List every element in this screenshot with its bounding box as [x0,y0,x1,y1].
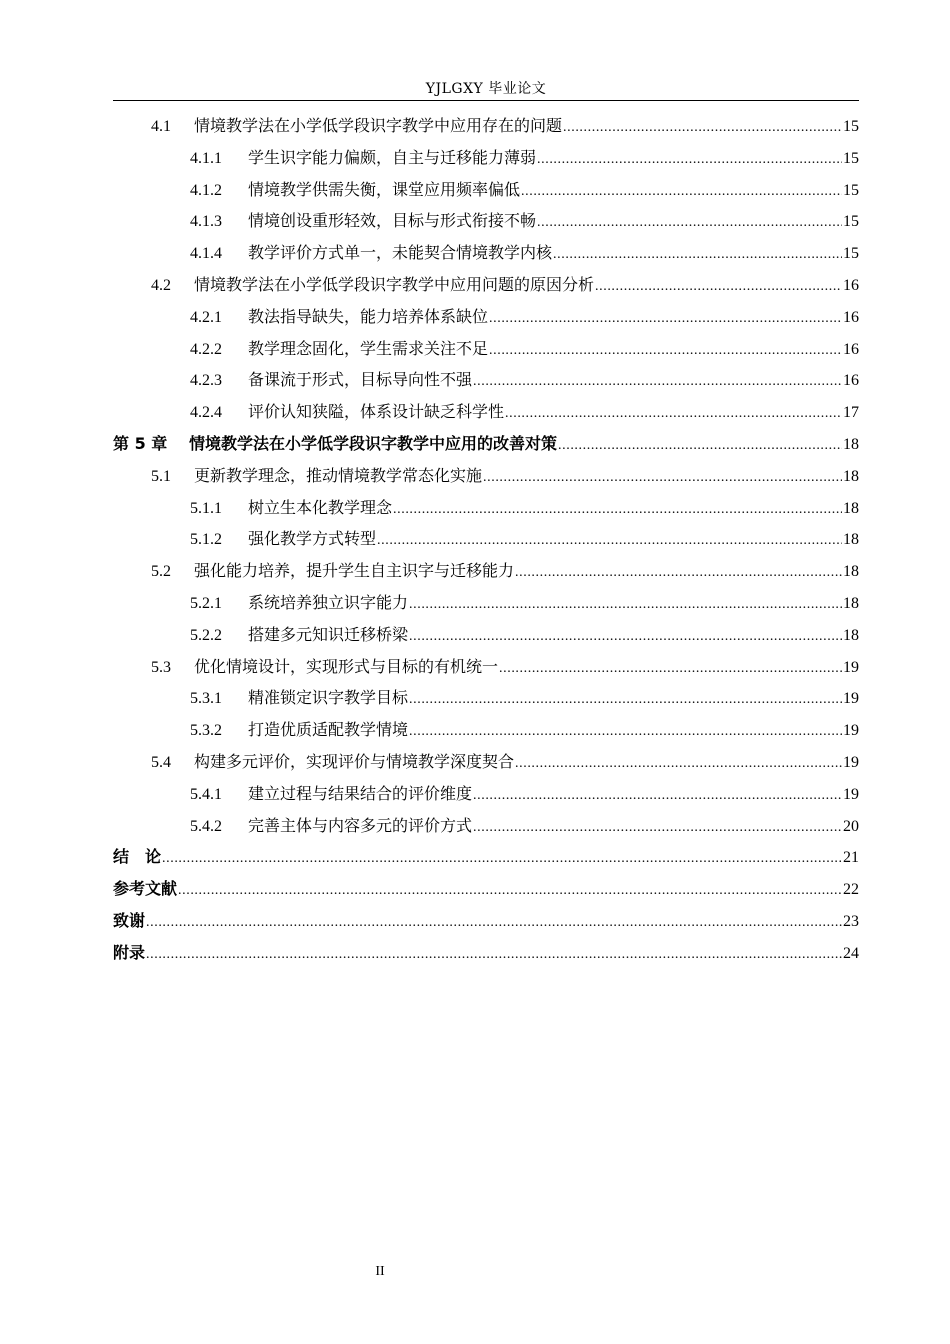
toc-entry-page: 16 [843,340,859,358]
toc-dot-leader [483,462,842,494]
toc-entry-title: 完善主体与内容多元的评价方式 [248,815,473,835]
toc-dot-leader [178,875,842,907]
toc-entry-page: 15 [843,149,859,167]
toc-entry-number: 5.2.2 [190,626,222,644]
toc-dot-leader [537,207,842,239]
toc-entry[interactable] [113,205,859,237]
toc-entry-number: 第 5 章 [113,433,168,453]
toc-entry-number: 5.1.1 [190,499,222,517]
toc-entry-number: 5.3.2 [190,722,222,740]
toc-dot-leader [499,653,842,685]
toc-dot-leader [515,557,842,589]
toc-entry-title: 情境教学法在小学低学段识字教学中应用问题的原因分析 [194,274,595,294]
toc-entry-page: 19 [843,785,859,803]
toc-dot-leader [558,430,842,462]
toc-dot-leader [473,780,842,812]
toc-entry[interactable] [113,364,859,396]
toc-entry-page: 16 [843,308,859,326]
toc-entry-title: 系统培养独立识字能力 [248,592,409,612]
toc-entry[interactable] [113,746,859,778]
toc-entry[interactable] [113,396,859,428]
toc-entry[interactable] [113,110,859,142]
toc-entry-number: 5.2.1 [190,594,222,612]
toc-entry-page: 23 [843,912,859,930]
toc-entry-number: 5.4.2 [190,817,222,835]
toc-entry[interactable] [113,269,859,301]
toc-dot-leader [521,176,842,208]
table-of-contents [113,110,859,969]
toc-entry-title: 学生识字能力偏颇，自主与迁移能力薄弱 [248,147,537,167]
toc-entry[interactable] [113,142,859,174]
toc-entry-title: 构建多元评价，实现评价与情境教学深度契合 [194,751,515,771]
toc-entry-page: 19 [843,722,859,740]
header-rule [113,100,859,101]
toc-entry-page: 22 [843,881,859,899]
toc-dot-leader [146,907,842,939]
toc-entry-page: 19 [843,658,859,676]
toc-entry-title: 情境创设重形轻效，目标与形式衔接不畅 [248,211,537,231]
toc-entry[interactable] [113,460,859,492]
toc-entry-number: 5.3 [151,658,171,676]
toc-entry[interactable] [113,651,859,683]
toc-entry-title: 结 论 [113,847,162,867]
toc-entry-page: 18 [843,435,859,453]
toc-entry-page: 15 [843,181,859,199]
toc-entry-number: 4.1.4 [190,245,222,263]
toc-dot-leader [162,843,842,875]
toc-entry-page: 24 [843,944,859,962]
toc-entry-number: 5.3.1 [190,690,222,708]
toc-entry-number: 5.4 [151,753,171,771]
toc-entry-page: 18 [843,594,859,612]
toc-entry-page: 16 [843,276,859,294]
toc-entry-title: 情境教学法在小学低学段识字教学中应用的改善对策 [189,433,558,453]
toc-dot-leader [595,271,842,303]
toc-dot-leader [409,621,842,653]
toc-entry-page: 19 [843,753,859,771]
toc-entry-number: 4.1.2 [190,181,222,199]
toc-entry-title: 教学评价方式单一，未能契合情境教学内核 [248,243,553,263]
toc-entry[interactable] [113,523,859,555]
toc-entry-number: 4.1.1 [190,149,222,167]
toc-entry[interactable] [113,714,859,746]
toc-entry[interactable] [113,492,859,524]
toc-entry-page: 15 [843,118,859,135]
toc-entry-page: 18 [843,626,859,644]
page-number: II [375,1264,385,1279]
toc-entry-number: 4.2.1 [190,308,222,326]
toc-dot-leader [473,366,842,398]
toc-dot-leader [563,112,842,144]
toc-entry[interactable] [113,682,859,714]
toc-entry-title: 情境教学法在小学低学段识字教学中应用存在的问题 [194,116,563,135]
toc-entry-page: 18 [843,563,859,581]
toc-dot-leader [515,748,842,780]
page-header: YJLGXY 毕业论文 [425,81,547,97]
toc-entry-title: 更新教学理念，推动情境教学常态化实施 [194,465,483,485]
toc-entry[interactable] [113,873,859,905]
toc-entry-page: 15 [843,245,859,263]
toc-entry-title: 精准锁定识字教学目标 [248,688,409,708]
toc-entry-page: 16 [843,372,859,390]
toc-entry-title: 建立过程与结果结合的评价维度 [248,783,473,803]
toc-entry-page: 19 [843,690,859,708]
toc-entry-title: 参考文献 [113,879,178,899]
toc-entry-number: 5.1.2 [190,531,222,549]
toc-entry[interactable] [113,428,859,460]
toc-entry-number: 4.2 [151,276,171,294]
toc-entry-title: 评价认知狭隘，体系设计缺乏科学性 [248,402,505,422]
toc-entry-number: 4.2.2 [190,340,222,358]
toc-dot-leader [537,144,842,176]
toc-dot-leader [409,684,842,716]
toc-entry-number: 4.2.3 [190,372,222,390]
toc-dot-leader [377,525,842,557]
toc-entry-title: 优化情境设计，实现形式与目标的有机统一 [194,656,499,676]
toc-entry-title: 附录 [113,942,146,962]
toc-entry-title: 打造优质适配教学情境 [248,720,409,740]
toc-dot-leader [393,494,842,526]
toc-entry-title: 教学理念固化，学生需求关注不足 [248,338,489,358]
toc-entry[interactable] [113,301,859,333]
toc-entry-page: 18 [843,467,859,485]
toc-entry-page: 17 [843,404,859,422]
toc-dot-leader [409,716,842,748]
toc-entry-number: 4.1 [151,118,171,135]
toc-entry[interactable] [113,587,859,619]
toc-entry[interactable] [113,841,859,873]
toc-dot-leader [489,335,842,367]
toc-entry[interactable] [113,810,859,842]
toc-entry[interactable] [113,174,859,206]
toc-entry-page: 20 [843,817,859,835]
toc-entry-title: 教法指导缺失，能力培养体系缺位 [248,306,489,326]
toc-entry[interactable] [113,237,859,269]
toc-entry-title: 强化能力培养，提升学生自主识字与迁移能力 [194,561,515,581]
toc-dot-leader [505,398,842,430]
toc-entry-number: 4.1.3 [190,213,222,231]
toc-entry[interactable] [113,778,859,810]
toc-entry-title: 情境教学供需失衡，课堂应用频率偏低 [248,179,521,199]
toc-dot-leader [409,589,842,621]
toc-entry-title: 强化教学方式转型 [248,529,377,549]
toc-entry-number: 5.2 [151,563,171,581]
toc-entry[interactable] [113,619,859,651]
toc-entry-number: 5.1 [151,467,171,485]
toc-entry-page: 21 [843,849,859,867]
toc-entry[interactable] [113,905,859,937]
toc-dot-leader [146,939,842,971]
toc-entry-page: 15 [843,213,859,231]
toc-entry-page: 18 [843,499,859,517]
toc-entry[interactable] [113,937,859,969]
toc-entry-title: 树立生本化教学理念 [248,497,393,517]
toc-dot-leader [473,812,842,844]
toc-entry-page: 18 [843,531,859,549]
toc-entry-title: 致谢 [113,910,146,930]
toc-entry-title: 备课流于形式，目标导向性不强 [248,370,473,390]
toc-entry-number: 4.2.4 [190,404,222,422]
toc-dot-leader [489,303,842,335]
toc-entry[interactable] [113,555,859,587]
toc-entry-title: 搭建多元知识迁移桥梁 [248,624,409,644]
toc-entry-number: 5.4.1 [190,785,222,803]
toc-entry[interactable] [113,333,859,365]
toc-dot-leader [553,239,842,271]
